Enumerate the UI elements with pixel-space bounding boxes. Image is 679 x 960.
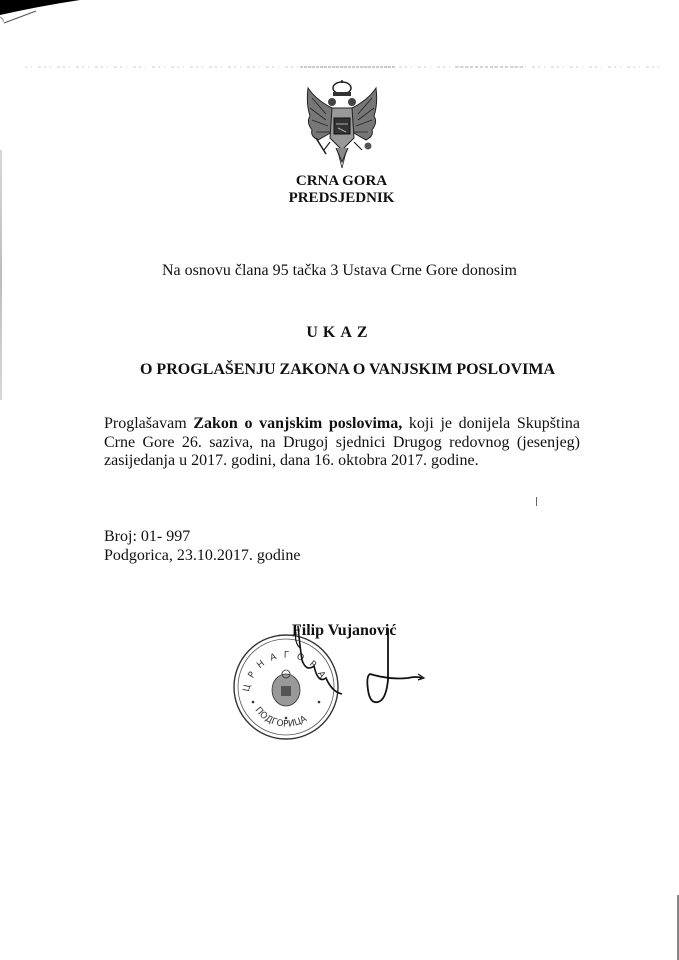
body-rest: koji je donijela Skupština Crne Gore 26. saziva, na Drugoj sjednici Drugog redovnog (jesenjeg) zasijedanja u 2017. godini, dana 16. oktobra 2017. godine. bbox=[104, 415, 580, 469]
scan-corner-artifact bbox=[0, 0, 120, 30]
law-name: Zakon o vanjskim poslovima, bbox=[193, 415, 403, 432]
montenegro-coat-of-arms-icon bbox=[302, 80, 382, 172]
seal-top-text: Ц Р Н А Г О Р А bbox=[241, 650, 328, 693]
handwritten-signature bbox=[230, 618, 440, 738]
place-and-date: Podgorica, 23.10.2017. godine bbox=[104, 546, 301, 564]
document-subtitle: O PROGLAŠENJU ZAKONA O VANJSKIM POSLOVIMA bbox=[139, 361, 555, 378]
document-header bbox=[0, 173, 679, 207]
preamble: Na osnovu člana 95 tačka 3 Ustava Crne Gore donosim bbox=[161, 262, 517, 279]
reference-block bbox=[104, 528, 300, 565]
office-name: PREDSJEDNIK bbox=[288, 190, 395, 206]
scan-dotted-line bbox=[25, 65, 665, 69]
reference-number: Broj: 01- 997 bbox=[104, 528, 191, 545]
signer-name: Filip Vujanović bbox=[292, 622, 397, 639]
document-title: UKAZ bbox=[306, 324, 373, 341]
body-paragraph bbox=[104, 415, 580, 471]
body-intro: Proglašavam bbox=[104, 415, 194, 432]
country-name: CRNA GORA bbox=[295, 173, 388, 189]
seal-bottom-text: ПОДГОРИЦА bbox=[252, 705, 309, 730]
scan-mark bbox=[536, 497, 537, 506]
